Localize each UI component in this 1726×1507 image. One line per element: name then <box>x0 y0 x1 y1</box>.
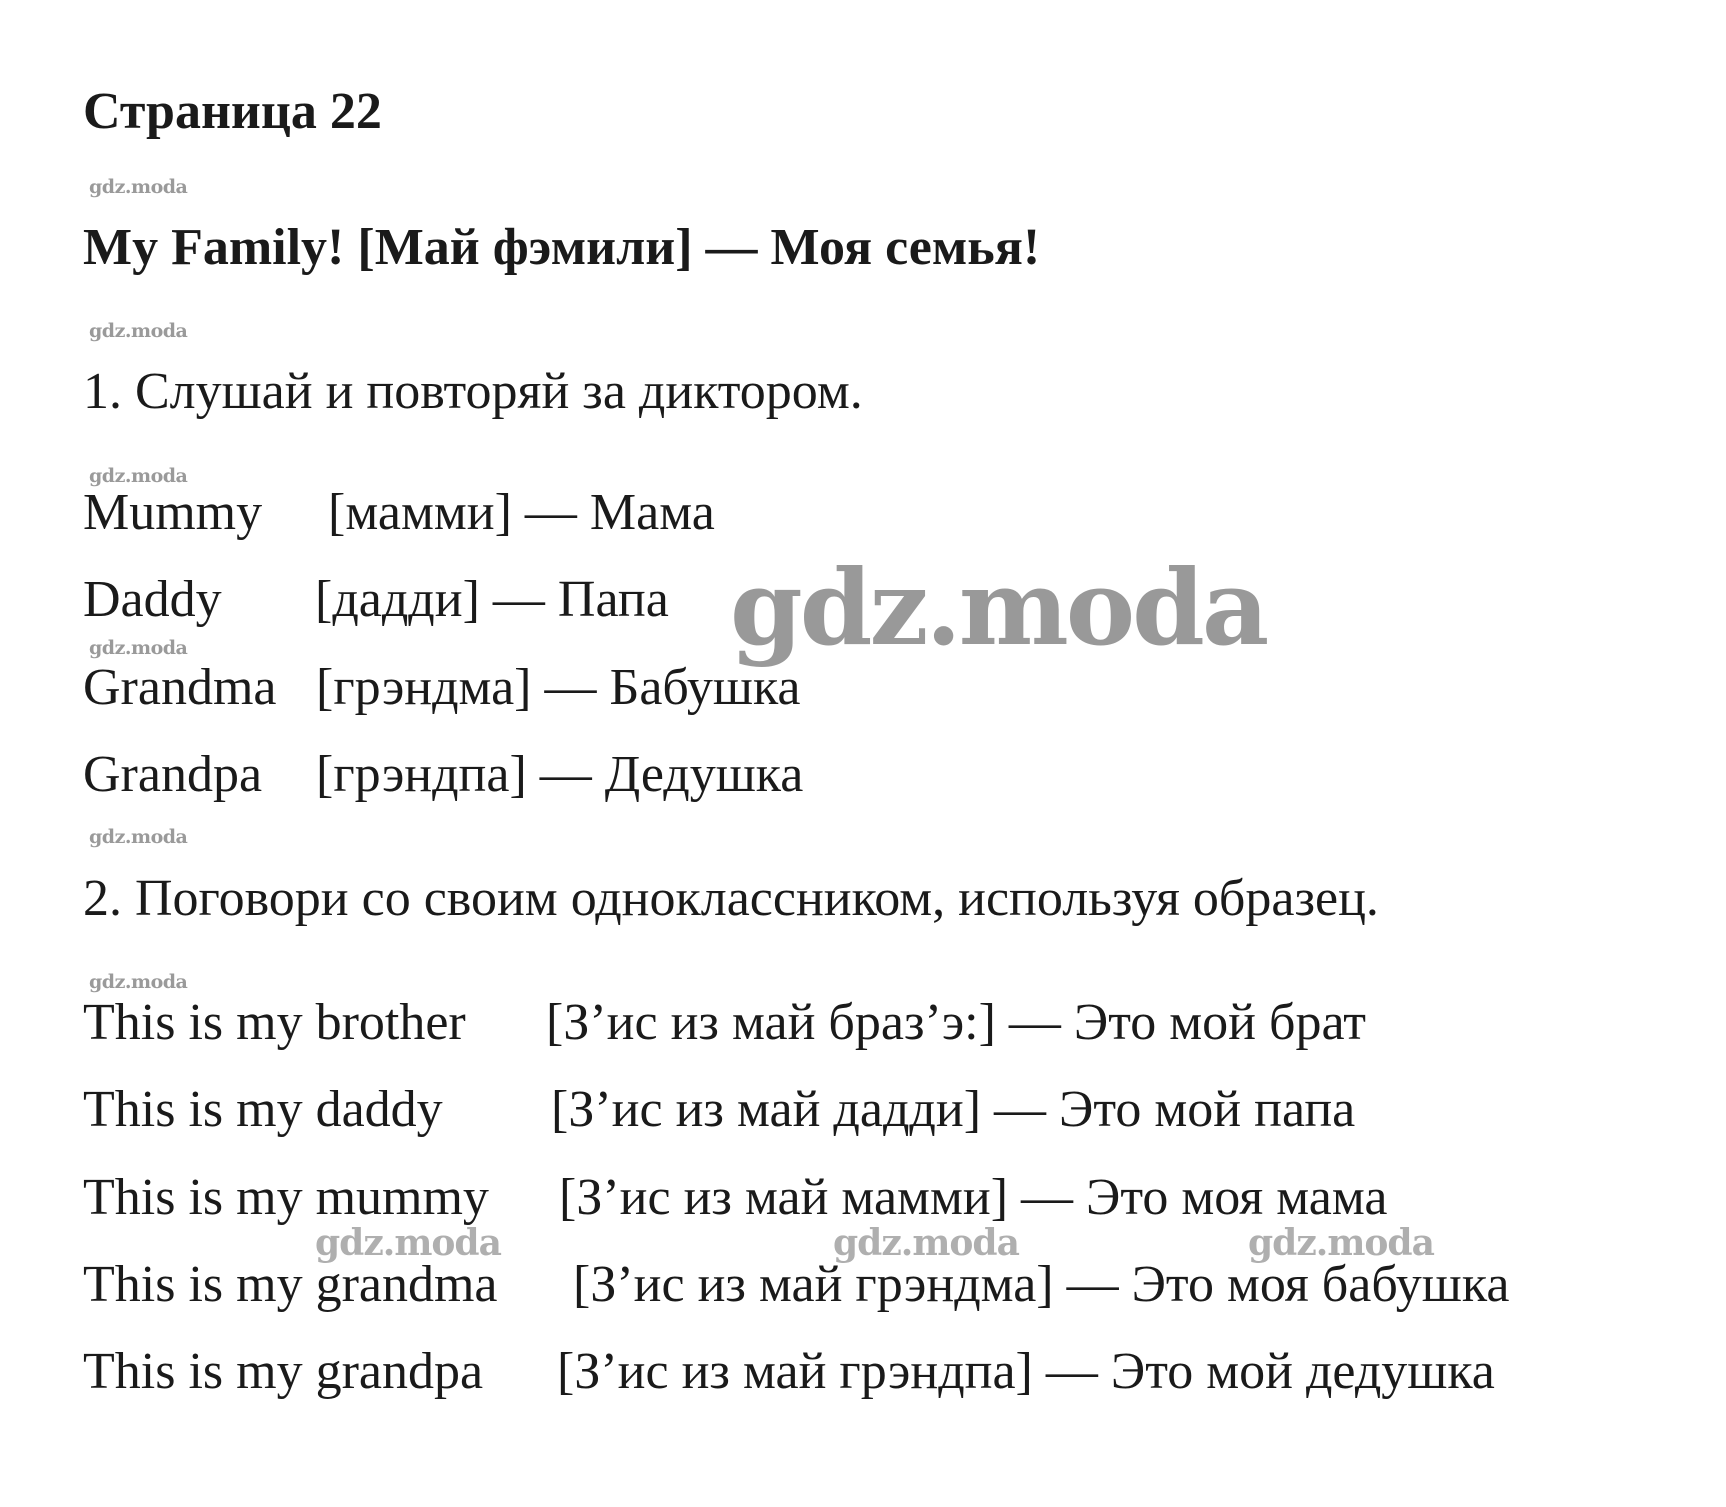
section-title: My Family! [Май фэмили] — Моя семья! <box>83 219 1041 276</box>
task-1-instruction: 1. Слушай и повторяй за диктором. <box>83 363 863 420</box>
phrase-translation: [З’ис из май мамми] — Это моя мама <box>559 1169 1388 1226</box>
phrase-translation: [З’ис из май дадди] — Это мой папа <box>551 1081 1356 1138</box>
phrase-english: This is my grandma <box>83 1256 498 1313</box>
phrase-english: This is my brother <box>83 994 466 1051</box>
phrase-translation: [З’ис из май грэндма] — Это моя бабушка <box>573 1256 1510 1313</box>
watermark: gdz.moda <box>89 971 188 993</box>
watermark-large: gdz.moda <box>730 546 1267 669</box>
phrase-english: This is my daddy <box>83 1081 443 1138</box>
page-title: Страница 22 <box>83 83 382 140</box>
vocab-translation: [грэндпа] — Дедушка <box>316 746 804 803</box>
phrase-english: This is my mummy <box>83 1169 489 1226</box>
phrase-row-daddy <box>83 1080 1355 1140</box>
vocab-row-daddy <box>83 570 669 630</box>
vocab-translation: [грэндма] — Бабушка <box>316 659 801 716</box>
phrase-row-grandma <box>83 1255 1509 1315</box>
watermark: gdz.moda <box>833 1222 1019 1264</box>
watermark: gdz.moda <box>89 637 188 659</box>
phrase-translation: [З’ис из май грэндпа] — Это мой дедушка <box>557 1343 1495 1400</box>
vocab-english: Grandma <box>83 659 277 716</box>
phrase-row-brother <box>83 993 1366 1053</box>
task-2-instruction: 2. Поговори со своим одноклассником, используя образец. <box>83 870 1379 927</box>
watermark: gdz.moda <box>89 176 188 198</box>
vocab-english: Daddy <box>83 571 222 628</box>
watermark: gdz.moda <box>89 826 188 848</box>
watermark: gdz.moda <box>89 465 188 487</box>
vocab-row-mummy <box>83 483 715 543</box>
phrase-row-grandpa <box>83 1342 1495 1402</box>
phrase-row-mummy <box>83 1168 1387 1228</box>
vocab-translation: [мамми] — Мама <box>328 484 715 541</box>
watermark: gdz.moda <box>1248 1222 1434 1264</box>
phrase-translation: [З’ис из май браз’э:] — Это мой брат <box>546 994 1366 1051</box>
vocab-row-grandma <box>83 658 801 718</box>
vocab-english: Mummy <box>83 484 263 541</box>
watermark: gdz.moda <box>89 320 188 342</box>
watermark: gdz.moda <box>315 1222 501 1264</box>
vocab-translation: [дадди] — Папа <box>315 571 669 628</box>
phrase-english: This is my grandpa <box>83 1343 484 1400</box>
vocab-row-grandpa <box>83 745 803 805</box>
vocab-english: Grandpa <box>83 746 263 803</box>
